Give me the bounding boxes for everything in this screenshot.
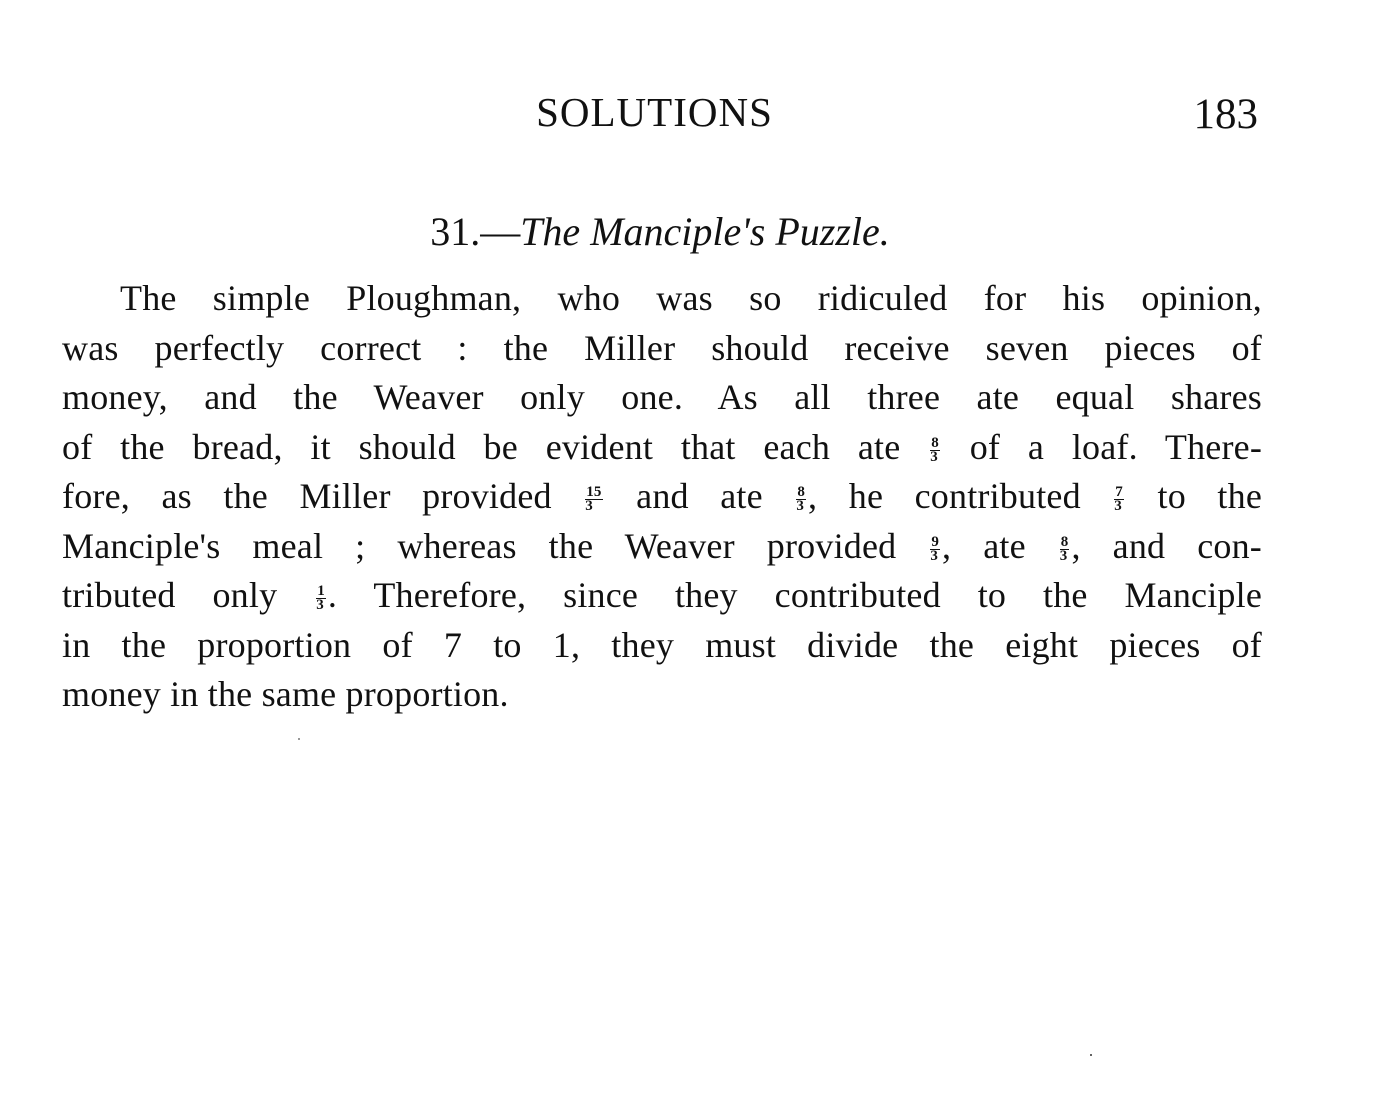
fraction-numerator: 9 (931, 533, 940, 550)
fraction-denominator: 3 (1059, 547, 1068, 564)
text-fragment: of the bread, it should be evident that each ate (62, 426, 901, 467)
text-fragment: to the (1157, 476, 1263, 516)
text-fragment: fore, as the Miller provided (62, 476, 552, 516)
fraction-numerator: 1 (317, 583, 325, 600)
paragraph-line (62, 522, 1262, 572)
text-fragment: Manciple's meal ; whereas the Weaver provided (62, 525, 897, 566)
fraction-numerator: 8 (797, 484, 806, 501)
section-number: 31.— (430, 209, 521, 254)
paragraph-line: money in the same proportion. (62, 674, 509, 714)
paragraph-line: was perfectly correct : the Miller should receive seven pieces of (62, 327, 1262, 368)
fraction-denominator: 3 (316, 597, 324, 614)
text-fragment: , ate (942, 525, 1026, 566)
running-head (0, 88, 1384, 140)
fraction-numerator: 7 (1115, 484, 1123, 501)
text-fragment: of a loaf. There- (969, 426, 1263, 467)
fraction (316, 585, 326, 612)
paragraph-line (62, 472, 1262, 522)
paragraph-line: money, and the Weaver only one. As all three ate equal shares (62, 377, 1262, 417)
fraction (585, 486, 602, 513)
fraction-denominator: 3 (930, 448, 938, 465)
paragraph-line: in the proportion of 7 to 1, they must divide the eight pieces of (62, 624, 1262, 665)
solution-paragraph (62, 274, 1262, 720)
fraction-denominator: 3 (796, 498, 805, 515)
fraction-numerator: 15 (586, 484, 602, 501)
fraction (1114, 486, 1124, 513)
section-heading (0, 208, 1320, 255)
text-fragment: , he contributed (808, 476, 1081, 516)
text-fragment: , and con- (1071, 525, 1262, 566)
scan-speck (1090, 1054, 1092, 1056)
fraction (930, 434, 940, 465)
page-number: 183 (1193, 91, 1258, 138)
text-fragment: tributed only (62, 575, 278, 615)
fraction-numerator: 8 (931, 434, 939, 451)
section-title: The Manciple's Puzzle. (520, 209, 890, 254)
paragraph-line (62, 423, 1262, 473)
running-title: SOLUTIONS (536, 89, 773, 135)
fraction-numerator: 8 (1060, 533, 1069, 550)
text-fragment: . Therefore, since they contributed to the Manciple (327, 575, 1263, 615)
fraction (930, 533, 940, 564)
fraction (1059, 533, 1070, 564)
fraction-denominator: 3 (930, 547, 939, 564)
fraction-denominator: 3 (1114, 498, 1122, 515)
paragraph-line: The simple Ploughman, who was so ridiculed for his opinion, (120, 278, 1262, 318)
fraction-denominator: 3 (585, 498, 593, 515)
fraction (796, 486, 806, 513)
scan-speck (298, 738, 300, 740)
paragraph-line (62, 571, 1262, 621)
text-fragment: and ate (636, 476, 763, 516)
